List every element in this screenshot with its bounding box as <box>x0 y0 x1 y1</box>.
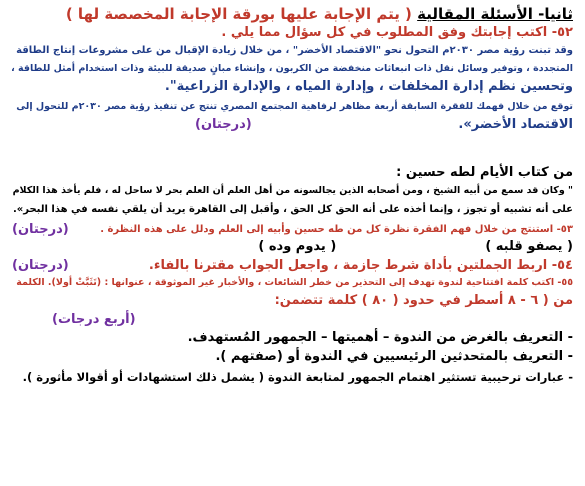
q53-marks: (درجتان) <box>12 222 69 237</box>
q53-prompt: ٥٣- استنتج من خلال فهم الفقرة نظرة كل من طه حسين وأبيه إلى العلم ودلل على هذه النظرة . <box>100 224 573 235</box>
section-note: ( يتم الإجابة عليها بورقة الإجابة المخصصة لها ) <box>65 5 412 23</box>
section-heading <box>12 5 573 23</box>
q54-options <box>12 239 573 255</box>
q52-marks: (درجتان) <box>195 117 252 132</box>
q54-option-b: ( يدوم وده ) <box>258 239 337 254</box>
q52-passage-line-3: وتحسين نظم إدارة المخلفات ، وإدارة المياه ، والإدارة الزراعية". <box>164 79 573 94</box>
q55-bullet-2: - التعريف بالمتحدثين الرئيسيين في الندوة أو (صفتهم ). <box>215 349 573 364</box>
q55-bullet-1: - التعريف بالغرض من الندوة – أهميتها – الجمهور المُستهدف. <box>187 330 573 345</box>
q55-line-2: من ( ٦ - ٨ أسطر في حدود ( ٨٠ ) كلمة تتضمن: <box>274 293 573 308</box>
q52-passage-line-1: وقد تبنت رؤية مصر ٢٠٣٠م التحول نحو "الاقتصاد الأخضر" ، من خلال زيادة الإقبال من على مشروعات إنتاج الطاقة <box>16 45 573 56</box>
q54-prompt: ٥٤- اربط الجملتين بأداة شرط جازمة ، واجعل الجواب مقترنا بالفاء. <box>148 258 573 273</box>
q52-prompt: ٥٢- اكتب إجابتك وفق المطلوب في كل سؤال مما يلي . <box>221 25 573 40</box>
q52-question-line-1: توقع من خلال فهمك للفقرة السابقة أربعة مظاهر لرفاهية المجتمع المصري تنتج عن تنفيذ رؤية مصر ٢٠٣٠م للتحول إلى <box>16 101 573 112</box>
q55-marks: (أربع درجات) <box>52 312 136 327</box>
q55-bullet-3: - عبارات ترحيبية تستثير اهتمام الجمهور لمتابعة الندوة ( يشمل ذلك استشهادات أو أقوالا مأثورة ). <box>22 370 573 384</box>
q52-passage-line-2: المتجددة ، وتوفير وسائل نقل ذات انبعاثات منخفضة من الكربون ، وإنشاء مبانٍ صديقة للبيئة وذات استخدام أمثل للطاقة ، <box>11 63 573 74</box>
q52-question-line-2: الاقتصاد الأخضر». <box>458 117 573 132</box>
q55-line-1: ٥٥- اكتب كلمة افتتاحية لندوة تهدف إلى التحذير من خطر الشائعات ، والأخبار غير الموثوقة ، عنوانها : (تَثَبَّتْ أولا). الكلمة <box>16 277 573 288</box>
passage2-line-1: " وكان قد سمع من أبيه الشيخ ، ومن أصحابه الذين يجالسونه من أهل العلم أن العلم بحر لا ساحل له ، فلم يأخذ هذا الكلام <box>12 185 573 196</box>
q54-option-a: ( يصفو قلبه ) <box>485 239 573 254</box>
passage2-source: من كتاب الأيام لطه حسين : <box>396 165 573 180</box>
q54-marks: (درجتان) <box>12 258 69 273</box>
passage2-line-2: على أنه تشبيه أو تجوز ، وإنما أخذه على أنه الحق كل الحق ، وأقبل إلى القاهرة يريد أن يلقي نفسه في هذا البحر». <box>13 204 573 215</box>
section-title: ثانيا- الأسئلة المقالية <box>417 5 573 23</box>
